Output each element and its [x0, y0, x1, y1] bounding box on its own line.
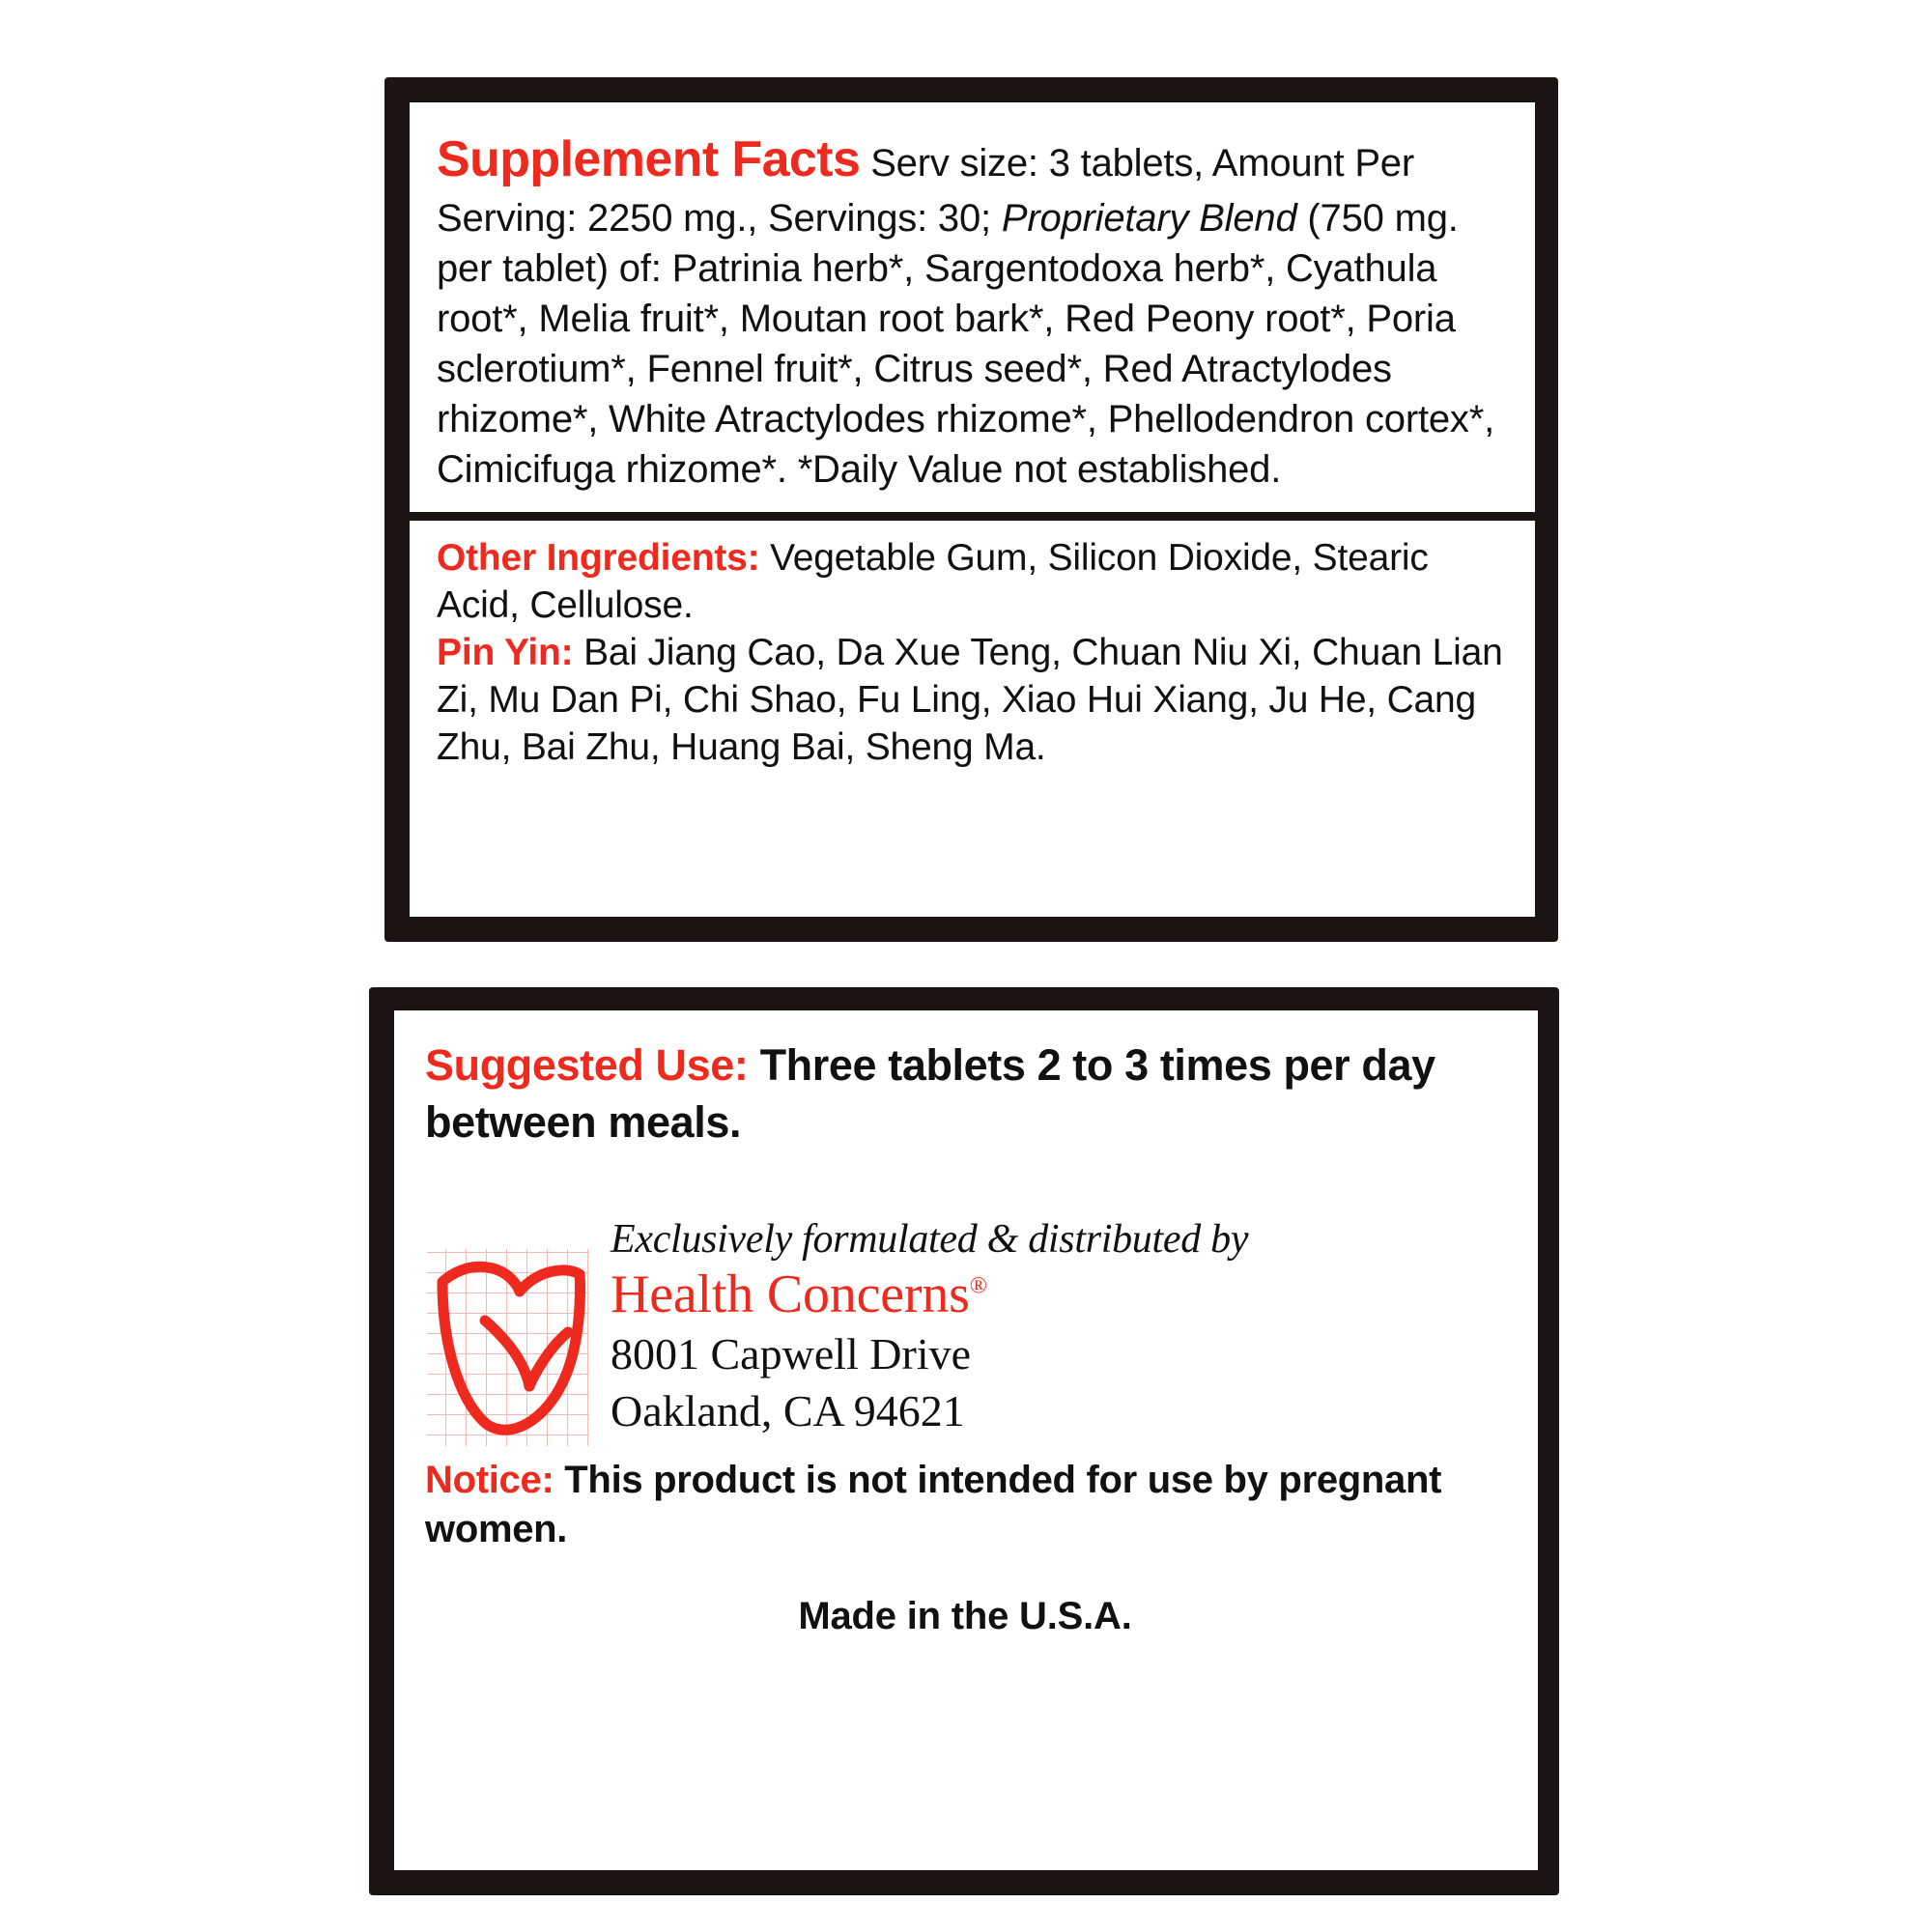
suggested-use-inner: [394, 1010, 1538, 1870]
health-concerns-logo-icon: [425, 1232, 597, 1456]
pin-yin-label: Pin Yin:: [437, 631, 574, 673]
other-ingredients-label: Other Ingredients:: [437, 536, 760, 579]
registered-trademark-icon: ®: [969, 1273, 987, 1299]
brand-name: [611, 1266, 1505, 1323]
suggested-use-panel: [369, 987, 1559, 1895]
proprietary-blend-label: Proprietary Blend: [1001, 196, 1297, 240]
supplement-facts-title: Supplement Facts: [437, 131, 861, 187]
amount-per-serving-text: Amount Per Serving: 2250 mg., Servings: 30;: [437, 142, 1414, 240]
exclusively-formulated-line: Exclusively formulated & distributed by: [611, 1217, 1249, 1262]
supplement-facts-panel: [384, 77, 1558, 942]
notice-value: This product is not intended for use by pregnant women.: [425, 1459, 1442, 1551]
brand-address-line-2: Oakland, CA 94621: [611, 1385, 965, 1435]
brand-address-line-1: 8001 Capwell Drive: [611, 1328, 972, 1378]
serving-size-text: Serv size: 3 tablets,: [870, 142, 1205, 185]
brand-name-text: Health Concerns: [611, 1264, 970, 1324]
notice-label: Notice:: [425, 1459, 554, 1501]
supplement-facts-paragraph: [437, 128, 1506, 495]
supplement-facts-block: [410, 102, 1535, 512]
made-in-usa-text: Made in the U.S.A.: [798, 1595, 1132, 1638]
pin-yin-value: Bai Jiang Cao, Da Xue Teng, Chuan Niu Xi, Chuan Lian Zi, Mu Dan Pi, Chi Shao, Fu Ling, Xiao Hui Xiang, Ju He, Cang Zhu, Bai Zhu, Huang Bai, Sheng Ma.: [437, 631, 1503, 769]
suggested-use-label: Suggested Use:: [425, 1040, 749, 1090]
suggested-use-value: Three tablets 2 to 3 times per day between meals.: [425, 1040, 1435, 1147]
other-ingredients-value: Vegetable Gum, Silicon Dioxide, Stearic Acid, Cellulose.: [437, 536, 1429, 626]
panel-divider: [410, 512, 1535, 521]
notice-paragraph: [425, 1456, 1505, 1554]
other-ingredients-block: [410, 521, 1535, 793]
supplement-facts-inner: [410, 102, 1535, 917]
pin-yin-paragraph: [437, 629, 1506, 771]
other-ingredients-paragraph: [437, 534, 1506, 629]
suggested-use-paragraph: [425, 1037, 1505, 1151]
proprietary-blend-detail: (750 mg. per tablet) of: Patrinia herb*, Sargentodoxa herb*, Cyathula root*, Melia fruit*, Moutan root bark*, Red Peony root*, Poria sclerotium*, Fennel fruit*, Citrus seed*, Red Atractylodes rhizome*, White Atractylodes rhizome*, Phellodendron cortex*, Cimicifuga rhizome*. *Daily Value not established.: [437, 196, 1494, 491]
brand-row: [425, 1210, 1505, 1456]
brand-text-block: [611, 1210, 1505, 1437]
